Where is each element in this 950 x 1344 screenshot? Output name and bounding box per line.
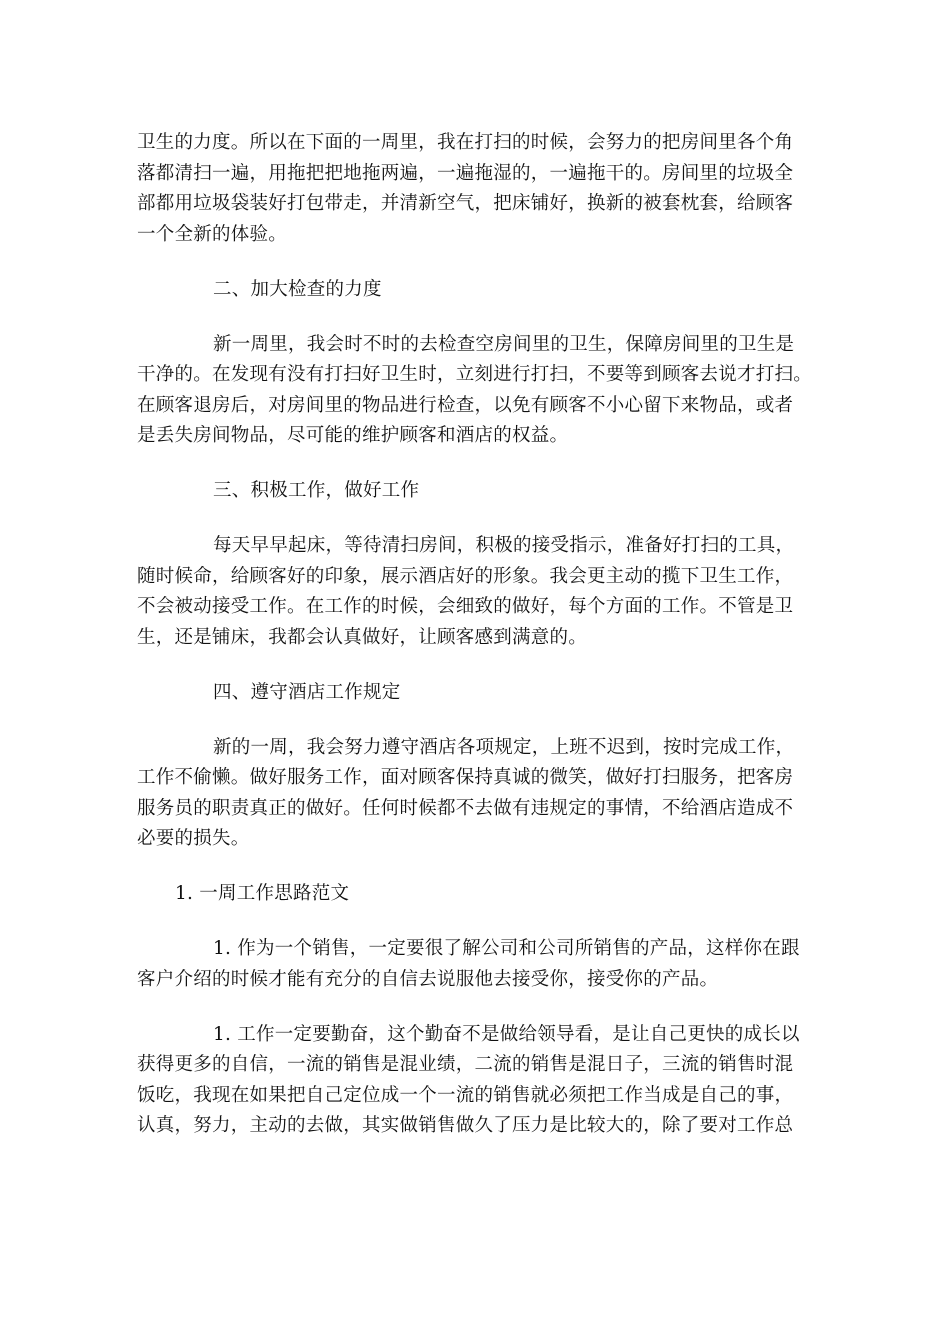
paragraph-inspection: [137, 330, 813, 452]
text-line: 新一周里，我会时不时的去检查空房间里的卫生，保障房间里的卫生是: [213, 333, 795, 355]
text-line: 落都清扫一遍，用拖把把地拖两遍，一遍拖湿的，一遍拖干的。房间里的垃圾全: [137, 162, 794, 184]
text-line: 在顾客退房后，对房间里的物品进行检查，以免有顾客不小心留下来物品，或者: [137, 394, 794, 416]
text-line: 卫生的力度。所以在下面的一周里，我在打扫的时候，会努力的把房间里各个角: [137, 132, 794, 153]
text-line: 获得更多的自信，一流的销售是混业绩，二流的销售是混日子，三流的销售时混: [137, 1054, 794, 1075]
text-line: 干净的。在发现有没有打扫好卫生时，立刻进行打扫，不要等到顾客去说才打扫。: [137, 364, 813, 385]
paragraph-continued: [137, 128, 813, 250]
text-line: 客户介绍的时候才能有充分的自信去说服他去接受你，接受你的产品。: [137, 968, 719, 990]
text-line: 新的一周，我会努力遵守酒店各项规定，上班不迟到，按时完成工作，: [213, 736, 795, 758]
text-line: 随时候命，给顾客好的印象，展示酒店好的形象。我会更主动的揽下卫生工作，: [137, 565, 794, 587]
text-line: 不会被动接受工作。在工作的时候，会细致的做好，每个方面的工作。不管是卫: [137, 596, 794, 617]
section-heading-3: [137, 476, 813, 507]
section-heading-2: [137, 275, 813, 306]
text-line: 是丢失房间物品，尽可能的维护顾客和酒店的权益。: [137, 425, 569, 446]
list-heading: [137, 879, 813, 910]
text-line: 工作不偷懒。做好服务工作，面对顾客保持真诚的微笑，做好打扫服务，把客房: [137, 767, 794, 788]
paragraph-sales-knowledge: [137, 934, 813, 995]
heading-text: 二、加大检查的力度: [213, 278, 382, 300]
text-line: 1. 作为一个销售，一定要很了解公司和公司所销售的产品，这样你在跟: [213, 938, 800, 959]
section-heading-4: [137, 678, 813, 709]
text-line: 每天早早起床，等待清扫房间，积极的接受指示，准备好打扫的工具，: [213, 535, 795, 556]
document-page: [137, 128, 813, 1142]
text-line: 认真，努力，主动的去做，其实做销售做久了压力是比较大的，除了要对工作总: [137, 1115, 794, 1136]
paragraph-diligence: [137, 1020, 813, 1142]
heading-text: 1. 一周工作思路范文: [175, 883, 350, 904]
paragraph-rules: [137, 733, 813, 855]
text-line: 饭吃，我现在如果把自己定位成一个一流的销售就必须把工作当成是自己的事，: [137, 1084, 794, 1106]
text-line: 必要的损失。: [137, 828, 250, 849]
text-line: 一个全新的体验。: [137, 223, 288, 245]
text-line: 生，还是铺床，我都会认真做好，让顾客感到满意的。: [137, 626, 588, 648]
text-line: 服务员的职责真正的做好。任何时候都不去做有违规定的事情，不给酒店造成不: [137, 797, 794, 819]
text-line: 部都用垃圾袋装好打包带走，并清新空气，把床铺好，换新的被套枕套，给顾客: [137, 193, 794, 214]
text-line: 1. 工作一定要勤奋，这个勤奋不是做给领导看，是让自己更快的成长以: [213, 1023, 800, 1045]
heading-text: 四、遵守酒店工作规定: [213, 681, 401, 703]
heading-text: 三、积极工作，做好工作: [213, 480, 420, 501]
paragraph-active-work: [137, 531, 813, 653]
